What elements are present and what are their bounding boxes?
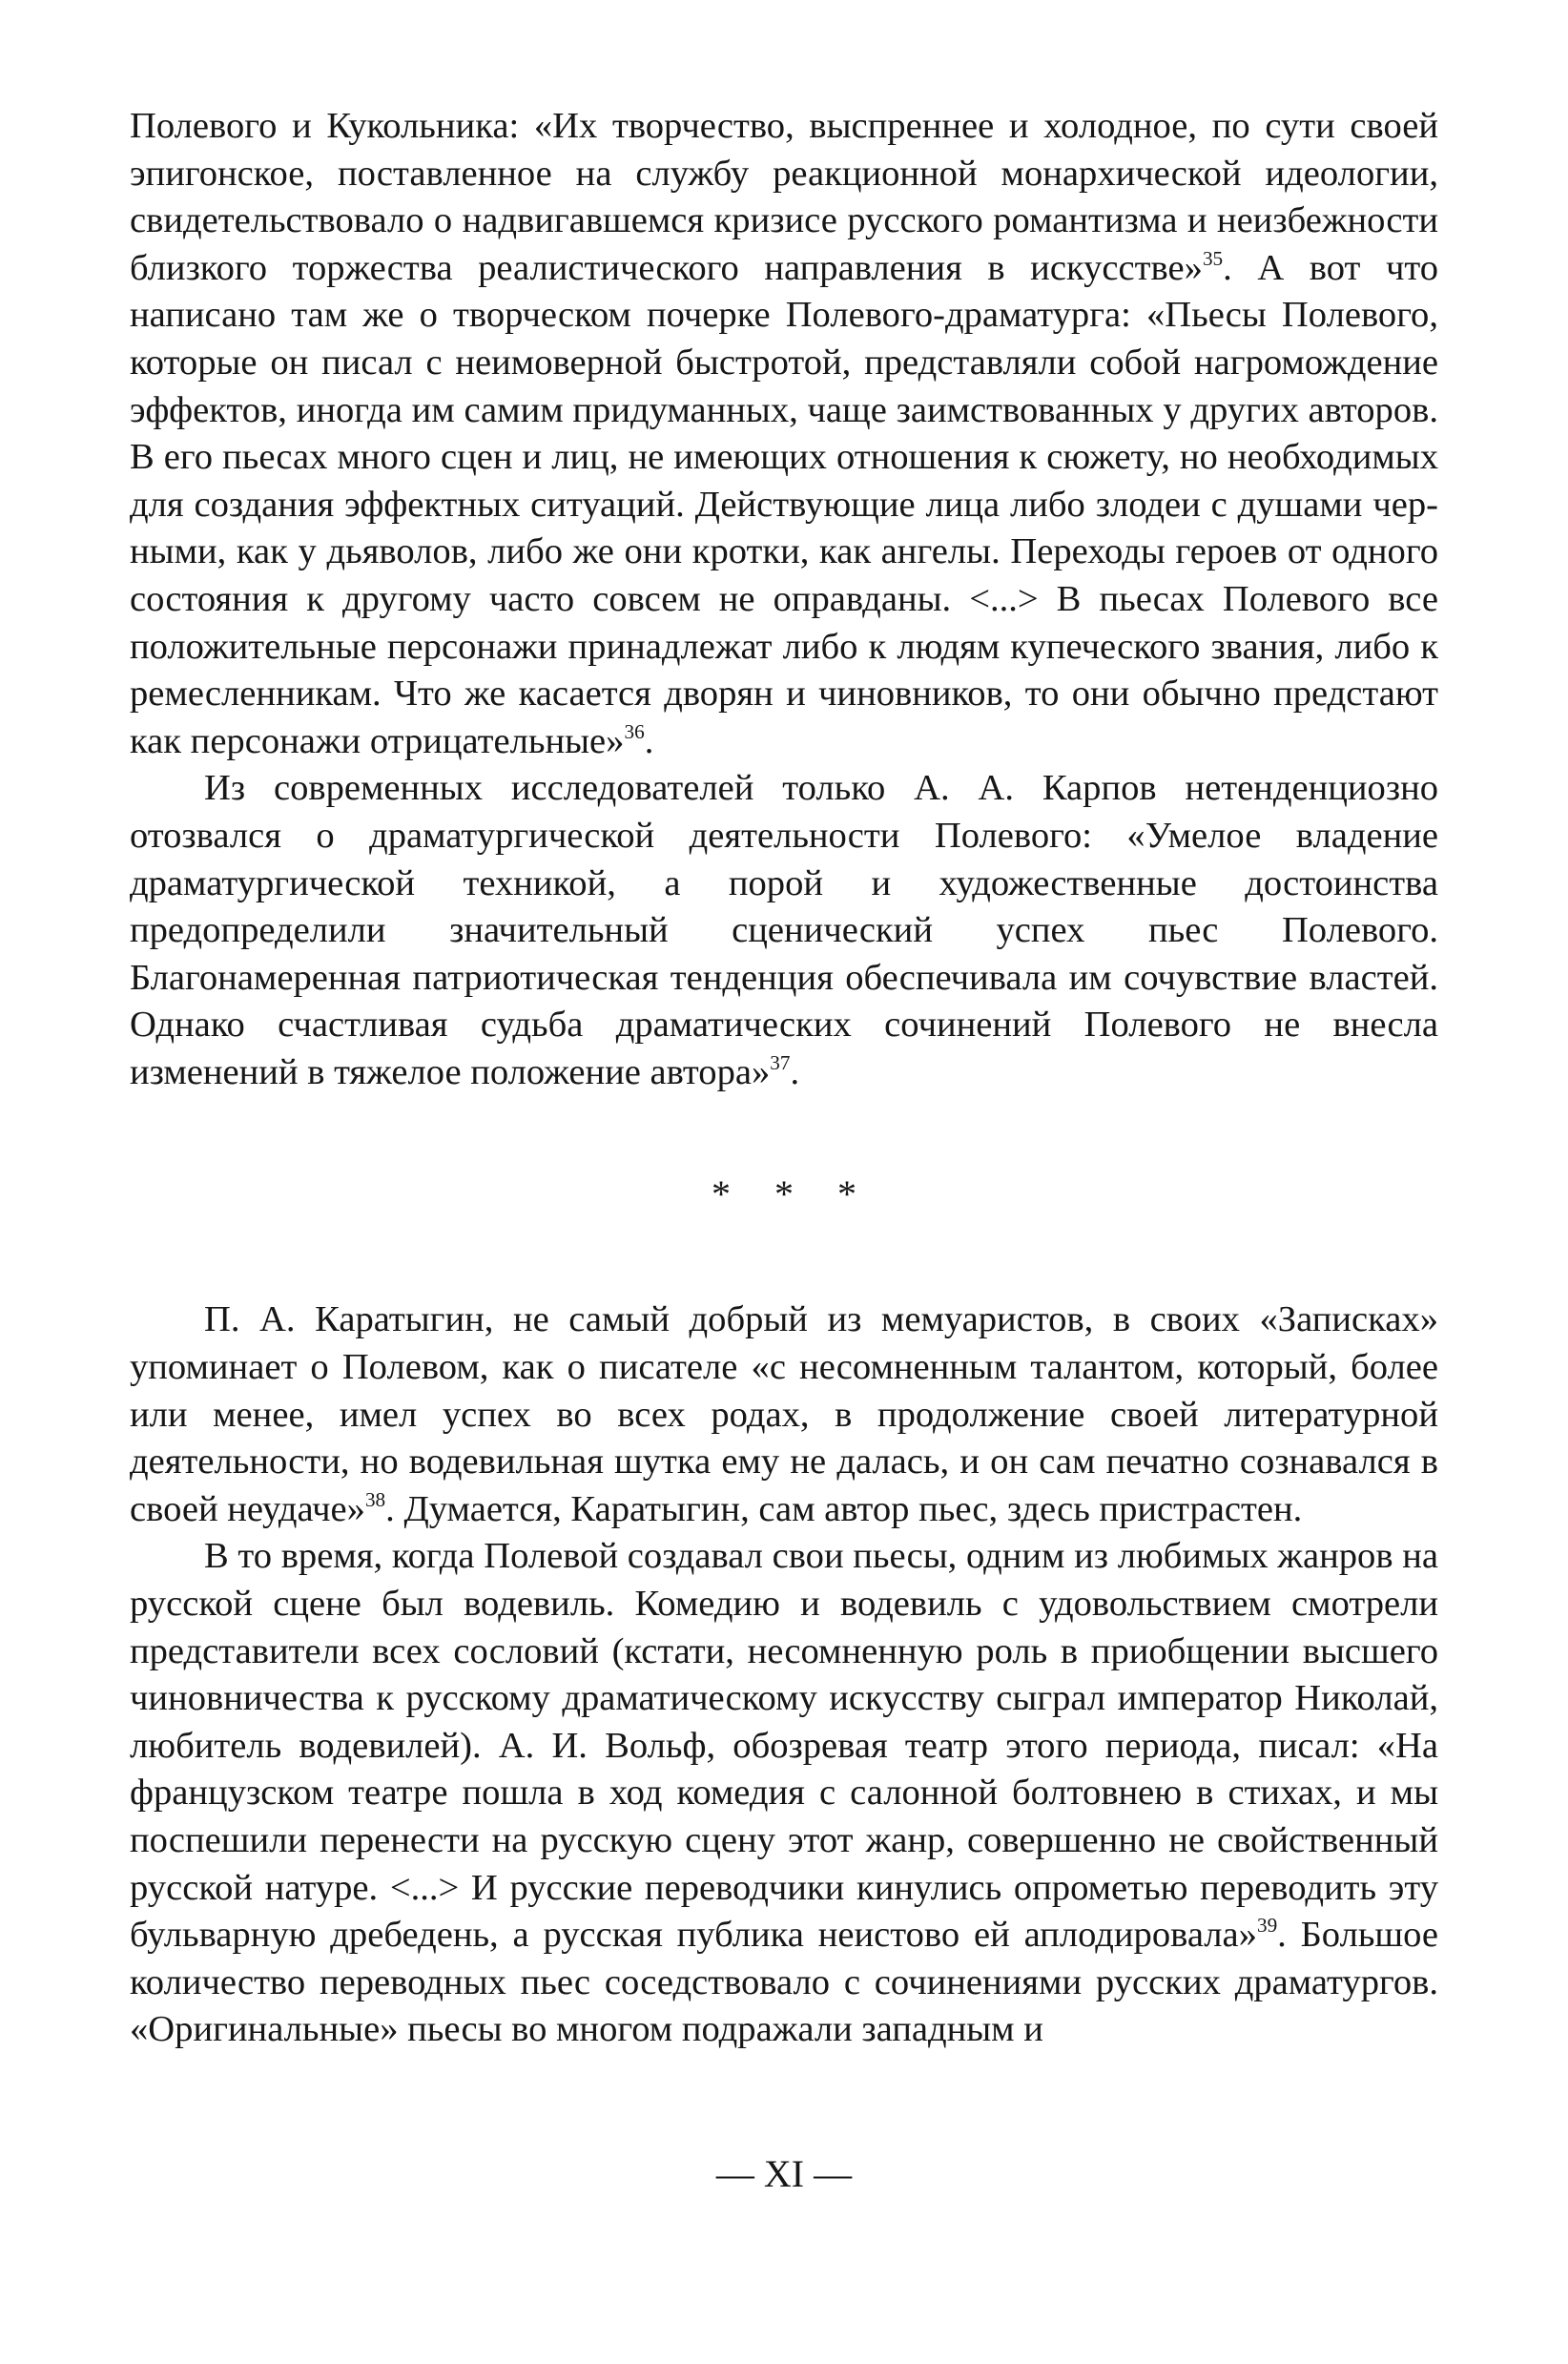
- footnote-ref-35: 35: [1202, 246, 1224, 270]
- paragraph-1: [130, 103, 1438, 765]
- paragraph-4-text: В то время, когда Полевой создавал свои пьесы, одним из любимых жанров на русской сцене был водевиль. Комедию и водевиль с удовольствием смотрели представители всех сословий (кстати, несомненную роль в приобщении высшего чиновничества к русскому драматическому искусству сыграл император Николай, любитель водевилей). А. И. Вольф, обозревая театр этого периода, писал: «На французском театре пошла в ход комедия с салонной болтовнею в стихах, и мы поспешили перенести на русскую сцену этот жанр, совершенно не свойственный русской натуре. <...> И русские переводчики кинулись опрометью переводить эту бульварную дребедень, а русская публика неистово ей аплодировала»: [130, 1536, 1438, 1956]
- footnote-ref-36: 36: [624, 719, 645, 743]
- paragraph-1-end: .: [644, 720, 654, 761]
- paragraph-2: [130, 765, 1438, 1096]
- paragraph-1-text: Полевого и Кукольника: «Их творчество, выспреннее и холодное, по сути своей эпигонское, поставленное на службу реакционной монархической идеологии, свидетельствовало о надвигавшемся кризисе русского романтизма и неизбежности близкого торжества реалистического направления в искусстве»: [130, 106, 1438, 288]
- footnote-ref-38: 38: [364, 1487, 386, 1511]
- paragraph-2-text: Из современных исследователей только А. А. Карпов нетенденциозно отозвался о драматургической деятельности Полевого: «Умелое владение драматургической техникой, а порой и художественные достоинства предопределили значительный сценический успех пьес Полевого. Благонамеренная патриотическая тенденция обеспечивала им сочувствие властей. Однако счастливая судьба драматических сочинений Полевого не внесла изменений в тяжелое положение автора»: [130, 768, 1438, 1092]
- paragraph-4: [130, 1533, 1438, 2054]
- footnote-ref-39: 39: [1256, 1914, 1278, 1938]
- paragraph-4-end: . Большое количество переводных пьес соседствовало с сочинениями русских драматургов. «Оригинальные» пьесы во многом подражали западным и: [130, 1915, 1439, 2050]
- section-divider: [130, 1096, 1438, 1296]
- paragraph-3: [130, 1296, 1438, 1533]
- paragraph-3-end: . Думается, Каратыгин, сам автор пьес, здесь пристрастен.: [385, 1488, 1303, 1529]
- section-divider-asterisks: * * *: [712, 1172, 874, 1215]
- paragraph-3-text: П. А. Каратыгин, не самый добрый из мемуаристов, в своих «Записках» упоминает о Полевом, как о писателе «с несомненным талантом, который, более или менее, имел успех во всех родах, в продолжение своей литературной деятельности, но водевильная шутка ему не далась, и он сам печатно сознавался в своей неудаче»: [130, 1299, 1438, 1529]
- footnote-ref-37: 37: [770, 1051, 791, 1075]
- paragraph-1-text-2: . А вот что написано там же о творческом почерке Полевого-драматурга: «Пьесы Полевого, которые он писал с неимоверной быстротой, представляли собой нагромождение эффектов, иногда им самим придуманных, чаще заимствованных у других авторов. В его пьесах много сцен и лиц, не имеющих отношения к сюжету, но необходимых для создания эффектных ситуаций. Действующие лица либо злодеи с душами черными, как у дьяволов, либо же они кротки, как ангелы. Переходы героев от одного состояния к другому часто совсем не оправданы. <...> В пьесах Полевого все положительные персонажи принадлежат либо к людям купеческого звания, либо к ремесленникам. Что же касается дворян и чиновников, то они обычно предстают как персонажи отрицательные»: [130, 247, 1438, 761]
- page-body: [130, 103, 1438, 2054]
- paragraph-2-end: .: [790, 1051, 800, 1092]
- page-number: — XI —: [715, 2152, 853, 2195]
